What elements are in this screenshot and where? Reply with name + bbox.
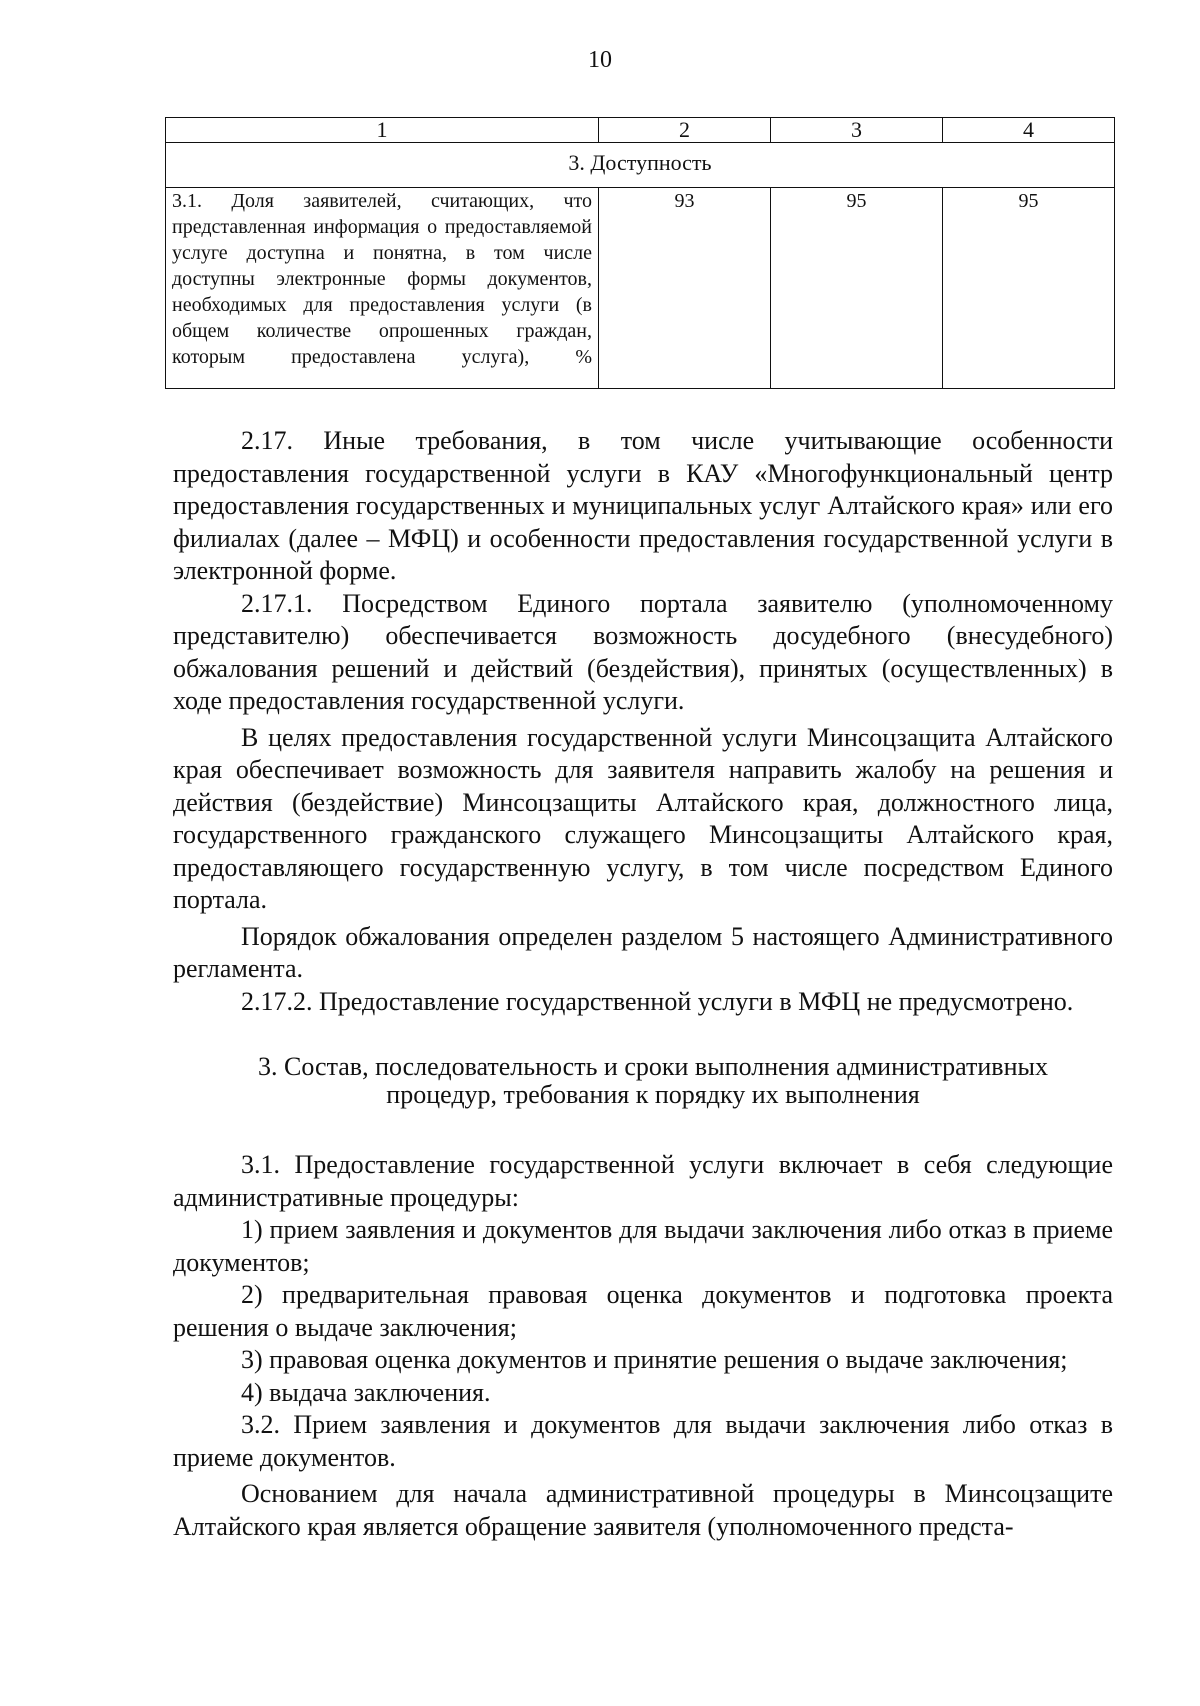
value-cell: 95	[771, 188, 943, 389]
document-body	[173, 425, 1113, 1543]
paragraph: 2.17.1. Посредством Единого портала заявителю (уполномоченному представителю) обеспечивается возможность досудебного (внесудебного) обжалования решений и действий (бездействия), принятых (осуществленных) в ходе предоставления государственной услуги.	[173, 588, 1113, 715]
paragraph: 2) предварительная правовая оценка документов и подготовка проекта решения о выдаче заключения;	[173, 1280, 1113, 1342]
paragraph: 2.17.2. Предоставление государственной услуги в МФЦ не предусмотрено.	[241, 986, 1074, 1016]
table-header-cell: 4	[942, 118, 1114, 143]
table-header-cell: 3	[771, 118, 943, 143]
indicators-table	[165, 117, 1115, 389]
table-header-cell: 2	[599, 118, 771, 143]
value-cell: 95	[942, 188, 1114, 389]
paragraph: 4) выдача заключения.	[241, 1377, 491, 1407]
section-heading: 3. Состав, последовательность и сроки выполнения административных процедур, требования к порядку их выполнения	[258, 1052, 1048, 1109]
paragraph: 1) прием заявления и документов для выдачи заключения либо отказ в приеме документов;	[173, 1215, 1113, 1277]
table-header-cell: 1	[166, 118, 599, 143]
table-header-row	[166, 118, 1115, 143]
table-section-row	[166, 143, 1115, 188]
page-number: 10	[588, 47, 612, 73]
paragraph: Порядок обжалования определен разделом 5 настоящего Административного регламента.	[173, 921, 1113, 983]
paragraph: 3.1. Предоставление государственной услуги включает в себя следующие административные процедуры:	[173, 1150, 1113, 1212]
paragraph: В целях предоставления государственной услуги Минсоцзащита Алтайского края обеспечивает возможность для заявителя направить жалобу на решения и действия (бездействие) Минсоцзащиты Алтайского края, должностного лица, государственного гражданского служащего Минсоцзащиты Алтайского края, предоставляющего государственную услугу, в том числе посредством Единого портала.	[173, 722, 1113, 914]
paragraph: 3) правовая оценка документов и принятие решения о выдаче заключения;	[241, 1345, 1068, 1374]
paragraph: 3.2. Прием заявления и документов для выдачи заключения либо отказ в приеме документов.	[173, 1410, 1113, 1472]
indicator-cell: 3.1. Доля заявителей, считающих, что представленная информация о предоставляемой услуге доступна и понятна, в том числе доступны электронные формы документов, необходимых для предоставления услуги (в общем количестве опрошенных граждан, которым предоставлена услуга), %	[166, 188, 599, 389]
paragraph: 2.17. Иные требования, в том числе учитывающие особенности предоставления государственной услуги в КАУ «Многофункциональный центр предоставления государственных и муниципальных услуг Алтайского края» или его филиалах (далее – МФЦ) и особенности предоставления государственной услуги в электронной форме.	[173, 426, 1113, 585]
table-section-title: 3. Доступность	[166, 143, 1115, 188]
paragraph: Основанием для начала административной процедуры в Минсоцзащите Алтайского края является обращение заявителя (уполномоченного предста-	[173, 1479, 1113, 1541]
value-cell: 93	[599, 188, 771, 389]
table-row	[166, 188, 1115, 389]
